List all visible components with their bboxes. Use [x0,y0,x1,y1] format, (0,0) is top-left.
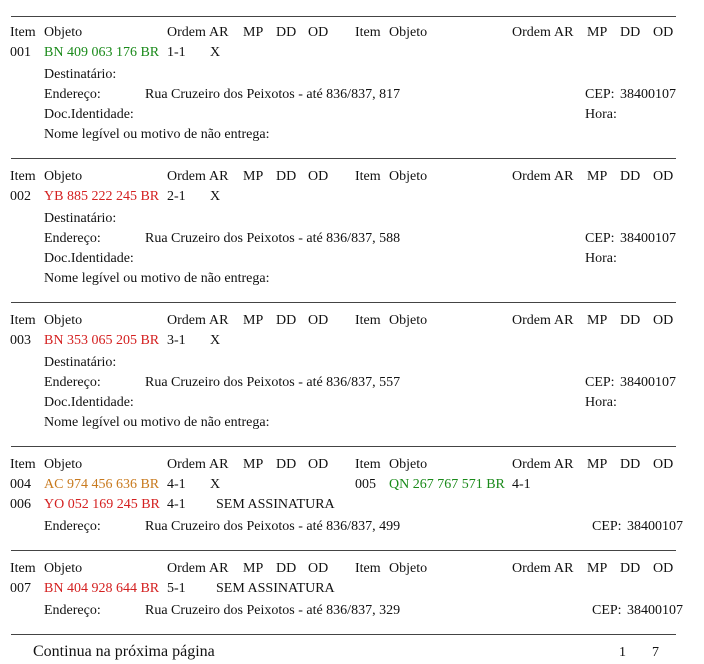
ar-mark: X [210,477,221,492]
header-item: Item [355,313,381,328]
header-od: OD [308,561,329,576]
header-mp: MP [243,25,264,40]
header-item: Item [355,561,381,576]
divider [11,16,676,17]
header-objeto: Objeto [44,457,83,472]
header-dd: DD [620,561,641,576]
header-item: Item [355,25,381,40]
tracking-code: QN 267 767 571 BR [389,477,505,492]
header-ar: AR [209,169,229,184]
label-endereco: Endereço: [44,87,101,102]
header-item: Item [10,25,36,40]
ar-mark: X [210,189,221,204]
header-objeto: Objeto [44,561,83,576]
header-objeto: Objeto [389,561,428,576]
order-value: 3-1 [167,333,186,348]
header-ar: AR [554,561,574,576]
header-od: OD [308,25,329,40]
header-objeto: Objeto [44,25,83,40]
header-item: Item [10,457,36,472]
header-ordem: Ordem [512,169,551,184]
header-objeto: Objeto [389,313,428,328]
order-value: 1-1 [167,45,186,60]
order-value: 5-1 [167,581,186,596]
label-cep: CEP: [592,603,622,618]
page-total: 7 [652,645,659,660]
item-number: 002 [10,189,31,204]
address-value: Rua Cruzeiro dos Peixotos - até 836/837, 588 [145,231,401,246]
header-mp: MP [243,313,264,328]
header-mp: MP [587,313,608,328]
cep-value: 38400107 [620,375,676,390]
header-mp: MP [243,169,264,184]
label-destinatario: Destinatário: [44,355,117,370]
header-ar: AR [554,169,574,184]
header-ordem: Ordem [512,25,551,40]
header-od: OD [308,457,329,472]
header-ordem: Ordem [167,561,206,576]
tracking-code: BN 409 063 176 BR [44,45,160,60]
divider [11,302,676,303]
header-dd: DD [620,25,641,40]
address-value: Rua Cruzeiro dos Peixotos - até 836/837, 499 [145,519,401,534]
header-ordem: Ordem [167,169,206,184]
header-mp: MP [243,457,264,472]
label-cep: CEP: [585,375,615,390]
header-dd: DD [620,169,641,184]
header-ordem: Ordem [512,313,551,328]
item-number: 007 [10,581,31,596]
header-od: OD [653,561,674,576]
continua-text: Continua na próxima página [33,643,215,660]
label-doc-identidade: Doc.Identidade: [44,251,134,266]
header-mp: MP [243,561,264,576]
header-objeto: Objeto [389,169,428,184]
divider [11,158,676,159]
label-nome-legivel: Nome legível ou motivo de não entrega: [44,415,270,430]
item-number: 005 [355,477,376,492]
header-ar: AR [209,313,229,328]
header-od: OD [653,457,674,472]
address-value: Rua Cruzeiro dos Peixotos - até 836/837, 817 [145,87,401,102]
header-od: OD [653,25,674,40]
order-value: 2-1 [167,189,186,204]
tracking-code: YB 885 222 245 BR [44,189,160,204]
cep-value: 38400107 [627,603,683,618]
label-endereco: Endereço: [44,375,101,390]
label-doc-identidade: Doc.Identidade: [44,395,134,410]
header-ordem: Ordem [167,457,206,472]
cep-value: 38400107 [620,87,676,102]
label-cep: CEP: [585,87,615,102]
divider [11,446,676,447]
tracking-code: BN 353 065 205 BR [44,333,160,348]
header-mp: MP [587,169,608,184]
divider [11,550,676,551]
header-mp: MP [587,457,608,472]
address-value: Rua Cruzeiro dos Peixotos - até 836/837, 557 [145,375,401,390]
label-cep: CEP: [592,519,622,534]
header-mp: MP [587,25,608,40]
header-od: OD [308,169,329,184]
item-number: 006 [10,497,31,512]
header-ar: AR [554,25,574,40]
header-item: Item [10,169,36,184]
header-ordem: Ordem [512,457,551,472]
label-endereco: Endereço: [44,519,101,534]
header-objeto: Objeto [389,457,428,472]
tracking-code: AC 974 456 636 BR [44,477,160,492]
label-destinatario: Destinatário: [44,67,117,82]
header-od: OD [308,313,329,328]
header-objeto: Objeto [44,313,83,328]
header-dd: DD [620,313,641,328]
header-item: Item [10,313,36,328]
label-endereco: Endereço: [44,603,101,618]
order-value: 4-1 [167,497,186,512]
header-ar: AR [554,457,574,472]
header-objeto: Objeto [44,169,83,184]
header-mp: MP [587,561,608,576]
header-ar: AR [554,313,574,328]
header-dd: DD [276,313,297,328]
page-number: 1 [619,645,626,660]
header-od: OD [653,313,674,328]
header-item: Item [355,457,381,472]
header-ar: AR [209,457,229,472]
label-nome-legivel: Nome legível ou motivo de não entrega: [44,271,270,286]
header-ar: AR [209,25,229,40]
label-nome-legivel: Nome legível ou motivo de não entrega: [44,127,270,142]
header-item: Item [355,169,381,184]
label-hora: Hora: [585,107,617,122]
label-endereco: Endereço: [44,231,101,246]
header-ordem: Ordem [167,313,206,328]
signature-note: SEM ASSINATURA [216,581,335,596]
ar-mark: X [210,45,221,60]
label-hora: Hora: [585,251,617,266]
header-item: Item [10,561,36,576]
tracking-code: YO 052 169 245 BR [44,497,160,512]
header-dd: DD [276,457,297,472]
header-dd: DD [276,169,297,184]
tracking-code: BN 404 928 644 BR [44,581,160,596]
signature-note: SEM ASSINATURA [216,497,335,512]
header-ordem: Ordem [512,561,551,576]
label-doc-identidade: Doc.Identidade: [44,107,134,122]
order-value: 4-1 [512,477,531,492]
label-cep: CEP: [585,231,615,246]
label-hora: Hora: [585,395,617,410]
header-dd: DD [620,457,641,472]
item-number: 004 [10,477,31,492]
header-ar: AR [209,561,229,576]
order-value: 4-1 [167,477,186,492]
item-number: 003 [10,333,31,348]
address-value: Rua Cruzeiro dos Peixotos - até 836/837, 329 [145,603,401,618]
divider [11,634,676,635]
header-ordem: Ordem [167,25,206,40]
cep-value: 38400107 [620,231,676,246]
label-destinatario: Destinatário: [44,211,117,226]
header-dd: DD [276,561,297,576]
item-number: 001 [10,45,31,60]
ar-mark: X [210,333,221,348]
header-od: OD [653,169,674,184]
header-objeto: Objeto [389,25,428,40]
header-dd: DD [276,25,297,40]
cep-value: 38400107 [627,519,683,534]
